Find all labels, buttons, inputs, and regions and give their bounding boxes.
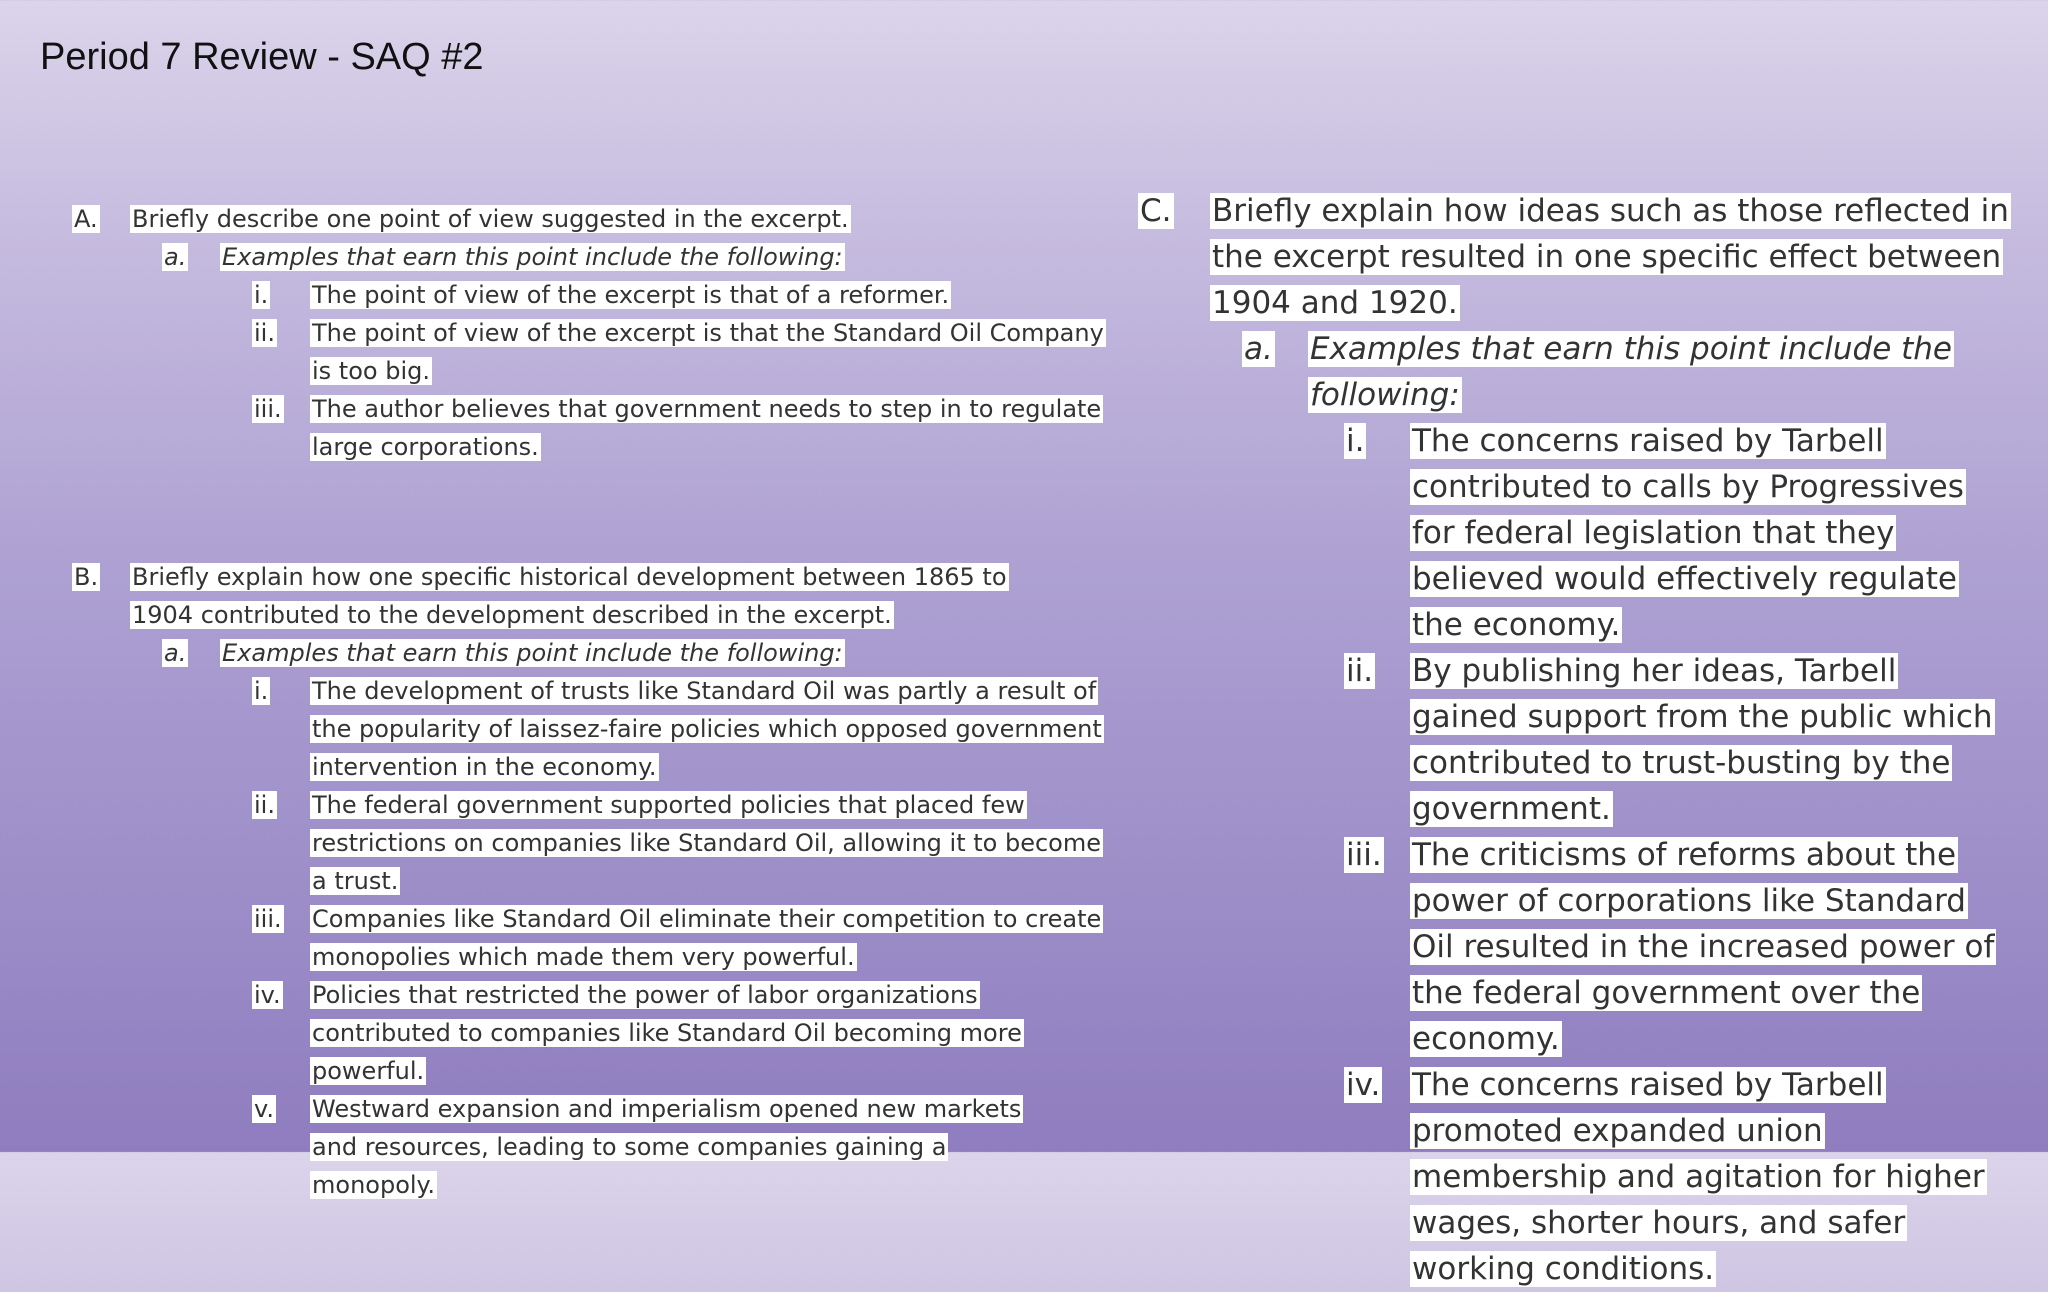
part-b-question — [72, 558, 1122, 634]
list-item-marker: ii. — [254, 791, 275, 819]
list-item-marker: i. — [254, 677, 269, 705]
list-item-marker: iii. — [254, 395, 282, 423]
part-c-subheading — [1138, 326, 2018, 418]
list-item — [72, 900, 1122, 976]
list-item-text: The point of view of the excerpt is that the Standard Oil Company is too big. — [312, 319, 1104, 385]
list-item-marker: ii. — [1346, 653, 1374, 689]
list-item-marker: ii. — [254, 319, 275, 347]
list-item — [72, 786, 1122, 900]
part-a-subheading — [72, 238, 1122, 276]
part-c-marker: C. — [1140, 193, 1172, 229]
part-c-sub-text: Examples that earn this point include the following: — [1310, 331, 1952, 413]
list-item — [72, 390, 1122, 466]
list-item — [72, 976, 1122, 1090]
list-item-text: Policies that restricted the power of labor organizations contributed to companies like Standard Oil becoming more powerful. — [312, 981, 1022, 1085]
section-spacer — [72, 466, 1122, 558]
list-item-text: The point of view of the excerpt is that of a reformer. — [312, 281, 950, 309]
list-item-marker: i. — [1346, 423, 1365, 459]
list-item-text: The development of trusts like Standard Oil was partly a result of the popularity of laissez-faire policies which opposed government intervention in the economy. — [312, 677, 1102, 781]
part-c-prompt: Briefly explain how ideas such as those reflected in the excerpt resulted in one specific effect between 1904 and 1920. — [1212, 193, 2009, 321]
part-b-marker: B. — [74, 563, 99, 591]
list-item — [1138, 832, 2018, 1062]
list-item-marker: iv. — [254, 981, 281, 1009]
list-item-text: By publishing her ideas, Tarbell gained support from the public which contributed to trust-busting by the government. — [1412, 653, 1993, 827]
list-item — [72, 314, 1122, 390]
part-c-sub-marker: a. — [1244, 331, 1273, 367]
part-a-marker: A. — [74, 205, 98, 233]
part-a-sub-marker: a. — [164, 243, 187, 271]
list-item-text: The author believes that government needs to step in to regulate large corporations. — [312, 395, 1102, 461]
list-item — [1138, 1062, 2018, 1292]
list-item — [1138, 418, 2018, 648]
list-item — [1138, 648, 2018, 832]
list-item-marker: iii. — [254, 905, 282, 933]
list-item-marker: iv. — [1346, 1067, 1381, 1103]
list-item-text: Westward expansion and imperialism opened new markets and resources, leading to some companies gaining a monopoly. — [312, 1095, 1022, 1199]
part-b-prompt: Briefly explain how one specific historical development between 1865 to 1904 contributed to the development described in the excerpt. — [132, 563, 1007, 629]
part-b-sub-text: Examples that earn this point include the following: — [222, 639, 843, 667]
list-item-marker: v. — [254, 1095, 274, 1123]
part-b-sub-marker: a. — [164, 639, 187, 667]
right-column — [1138, 188, 2018, 1292]
list-item-text: The federal government supported policies that placed few restrictions on companies like Standard Oil, allowing it to become a trust. — [312, 791, 1101, 895]
list-item — [72, 672, 1122, 786]
list-item — [72, 276, 1122, 314]
list-item-text: The criticisms of reforms about the power of corporations like Standard Oil resulted in the increased power of the federal government over the economy. — [1412, 837, 1995, 1057]
slide-title: Period 7 Review - SAQ #2 — [40, 36, 484, 78]
part-c-question — [1138, 188, 2018, 326]
list-item-text: The concerns raised by Tarbell contributed to calls by Progressives for federal legislation that they believed would effectively regulate the economy. — [1412, 423, 1964, 643]
list-item-text: The concerns raised by Tarbell promoted expanded union membership and agitation for higher wages, shorter hours, and safer working conditions. — [1412, 1067, 1985, 1287]
part-a-question — [72, 200, 1122, 238]
left-column — [72, 200, 1122, 1204]
list-item — [72, 1090, 1122, 1204]
part-a-prompt: Briefly describe one point of view suggested in the excerpt. — [132, 205, 849, 233]
list-item-marker: iii. — [1346, 837, 1382, 873]
part-b-subheading — [72, 634, 1122, 672]
list-item-text: Companies like Standard Oil eliminate their competition to create monopolies which made them very powerful. — [312, 905, 1102, 971]
part-a-sub-text: Examples that earn this point include the following: — [222, 243, 843, 271]
list-item-marker: i. — [254, 281, 269, 309]
